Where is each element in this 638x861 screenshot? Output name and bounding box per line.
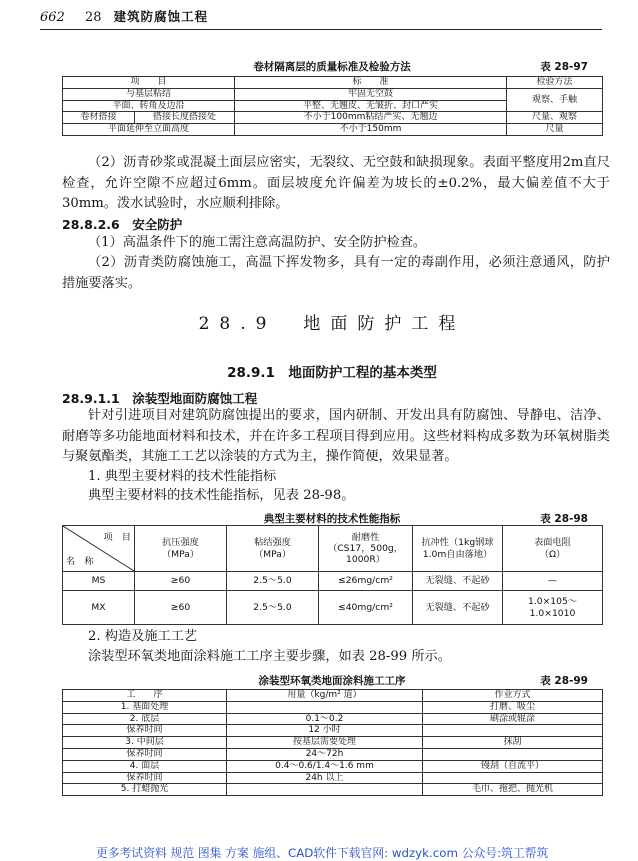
t3-cell: 打磨、吸尘 xyxy=(423,701,603,713)
t2-head: 表面电阻 （Ω） xyxy=(503,526,603,572)
t1-head-item: 项 目 xyxy=(63,77,235,89)
table-28-99 xyxy=(62,689,603,796)
t3-cell: 12 小时 xyxy=(227,725,423,737)
t2-corner-bottom: 名 称 xyxy=(66,555,94,567)
t3-cell: 4. 面层 xyxy=(63,760,227,772)
table3-caption: 涂装型环氧类地面涂料施工工序 xyxy=(258,675,406,687)
t3-cell: 抹刮 xyxy=(423,737,603,749)
t3-cell xyxy=(423,748,603,760)
t3-head: 作业方式 xyxy=(423,690,603,702)
t1-method: 观察、手触 xyxy=(507,88,603,112)
t2-row-name: MX xyxy=(63,591,135,625)
t2-head: 粘结强度 （MPa） xyxy=(227,526,319,572)
t1-cell: 搭接长度搭接处 xyxy=(135,112,235,124)
section-title: 28.9.1 地面防护工程的基本类型 xyxy=(227,365,437,381)
page-header xyxy=(40,7,600,29)
t3-cell: 保养时间 xyxy=(63,748,227,760)
t2-cell: 1.0×105～ 1.0×1010 xyxy=(503,591,603,625)
table1-number: 表 28-97 xyxy=(540,61,588,73)
t3-cell xyxy=(227,701,423,713)
paragraph-safety-2: （2）沥青类防腐蚀施工，高温下挥发物多，具有一定的毒副作用，必须注意通风，防护措施要落实。 xyxy=(62,255,610,291)
t2-cell: ≥60 xyxy=(135,572,227,591)
paragraph-safety-1: （1）高温条件下的施工需注意高温防护、安全防护检查。 xyxy=(88,235,427,250)
list-item-2: 2. 构造及施工工艺 xyxy=(88,629,198,644)
t3-cell: 按基层需要处理 xyxy=(227,737,423,749)
t3-cell: 保养时间 xyxy=(63,725,227,737)
t1-cell: 平面、转角及边沿 xyxy=(63,100,235,112)
t1-head-method: 检验方法 xyxy=(507,77,603,89)
t1-cell: 平整、无翘皮、无皱折、封口严实 xyxy=(235,100,507,112)
header-rule xyxy=(40,29,602,30)
t1-cell: 不小于150mm xyxy=(235,124,507,136)
t3-cell: 2. 底层 xyxy=(63,713,227,725)
t2-cell: 无裂缝、不起砂 xyxy=(413,572,503,591)
t1-cell: 牢固无空鼓 xyxy=(235,88,507,100)
table2-caption: 典型主要材料的技术性能指标 xyxy=(263,513,401,525)
table2-number: 表 28-98 xyxy=(540,513,588,525)
t3-cell: 5. 打蜡抛光 xyxy=(63,784,227,796)
t2-head: 抗冲性（1kg钢球 1.0m自由落地） xyxy=(413,526,503,572)
t2-head: 耐磨性 （CS17，500g， 1000R） xyxy=(319,526,413,572)
t2-corner-top: 项 目 xyxy=(103,532,131,543)
subsection-safety: 28.8.2.6 安全防护 xyxy=(62,217,183,232)
t1-cell: 不小于100mm粘结严实、无翘边 xyxy=(235,112,507,124)
t2-cell: 2.5～5.0 xyxy=(227,572,319,591)
t3-cell xyxy=(423,725,603,737)
chapter-title: 28.9 地面防护工程 xyxy=(198,314,466,334)
t2-cell: 2.5～5.0 xyxy=(227,591,319,625)
t2-corner-cell xyxy=(63,526,135,572)
table3-number: 表 28-99 xyxy=(540,675,588,687)
t1-cell: 卷材搭接 xyxy=(63,112,135,124)
paragraph-see-table: 典型主要材料的技术性能指标，见表 28-98。 xyxy=(88,488,355,503)
chapter-number: 28 xyxy=(84,10,102,25)
page-number: 662 xyxy=(40,10,65,25)
t3-cell xyxy=(227,784,423,796)
t1-method: 尺量、观察 xyxy=(507,112,603,124)
table-28-98 xyxy=(62,525,603,625)
t3-cell xyxy=(423,772,603,784)
t3-head: 用量（kg/m² 道） xyxy=(227,690,423,702)
paragraph-quality: （2）沥青砂浆或混凝土面层应密实，无裂纹、无空鼓和缺损现象。表面平整度用2m直尺检查，允许空隙不应超过6mm。面层坡度允许偏差为坡长的±0.2%，最大偏差值不大于30mm。泼水试验时，水应顺利排除。 xyxy=(62,155,610,212)
t3-head: 工 序 xyxy=(63,690,227,702)
table1-caption: 卷材隔离层的质量标准及检验方法 xyxy=(253,61,411,73)
t1-head-standard: 标 准 xyxy=(235,77,507,89)
t1-cell: 与基层粘结 xyxy=(63,88,235,100)
table-28-97 xyxy=(62,76,603,136)
t3-cell: 24h 以上 xyxy=(227,772,423,784)
t2-head: 抗压强度 （MPa） xyxy=(135,526,227,572)
t2-cell: ≤26mg/cm² xyxy=(319,572,413,591)
paragraph-intro: 针对引进项目对建筑防腐蚀提出的要求，国内研制、开发出具有防腐蚀、导静电、洁净、耐磨等多功能地面材料和技术，并在许多工程项目得到应用。这些材料构成多数为环氧树脂类与聚氨酯类，其施工工艺以涂装的方式为主，操作简便，效果显著。 xyxy=(62,408,610,465)
t1-cell: 平面延伸至立面高度 xyxy=(63,124,235,136)
list-item-1: 1. 典型主要材料的技术性能指标 xyxy=(88,469,277,484)
paragraph-steps: 涂装型环氧类地面涂料施工工序主要步骤，如表 28-99 所示。 xyxy=(88,649,451,664)
t2-cell: — xyxy=(503,572,603,591)
footer-watermark: 更多考试资料 规范 图集 方案 施组、CAD软件下载官网: wdzyk.com 公众号:筑工帮筑 xyxy=(96,846,549,860)
t2-row-name: MS xyxy=(63,572,135,591)
t3-cell: 24～72h xyxy=(227,748,423,760)
subsection-coating: 28.9.1.1 涂装型地面防腐蚀工程 xyxy=(62,391,258,406)
t3-cell: 毛巾、拖把、抛光机 xyxy=(423,784,603,796)
t2-cell: 无裂缝、不起砂 xyxy=(413,591,503,625)
t3-cell: 刷涂或辊涂 xyxy=(423,713,603,725)
t2-cell: ≥60 xyxy=(135,591,227,625)
t3-cell: 1. 基面处理 xyxy=(63,701,227,713)
t3-cell: 0.4～0.6/1.4～1.6 mm xyxy=(227,760,423,772)
t3-cell: 0.1～0.2 xyxy=(227,713,423,725)
t1-method: 尺量 xyxy=(507,124,603,136)
t2-cell: ≤40mg/cm² xyxy=(319,591,413,625)
chapter-header-title: 建筑防腐蚀工程 xyxy=(113,9,209,24)
t3-cell: 镘刮（自流平） xyxy=(423,760,603,772)
table1-caption-row xyxy=(62,59,602,77)
t3-cell: 保养时间 xyxy=(63,772,227,784)
t3-cell: 3. 中间层 xyxy=(63,737,227,749)
